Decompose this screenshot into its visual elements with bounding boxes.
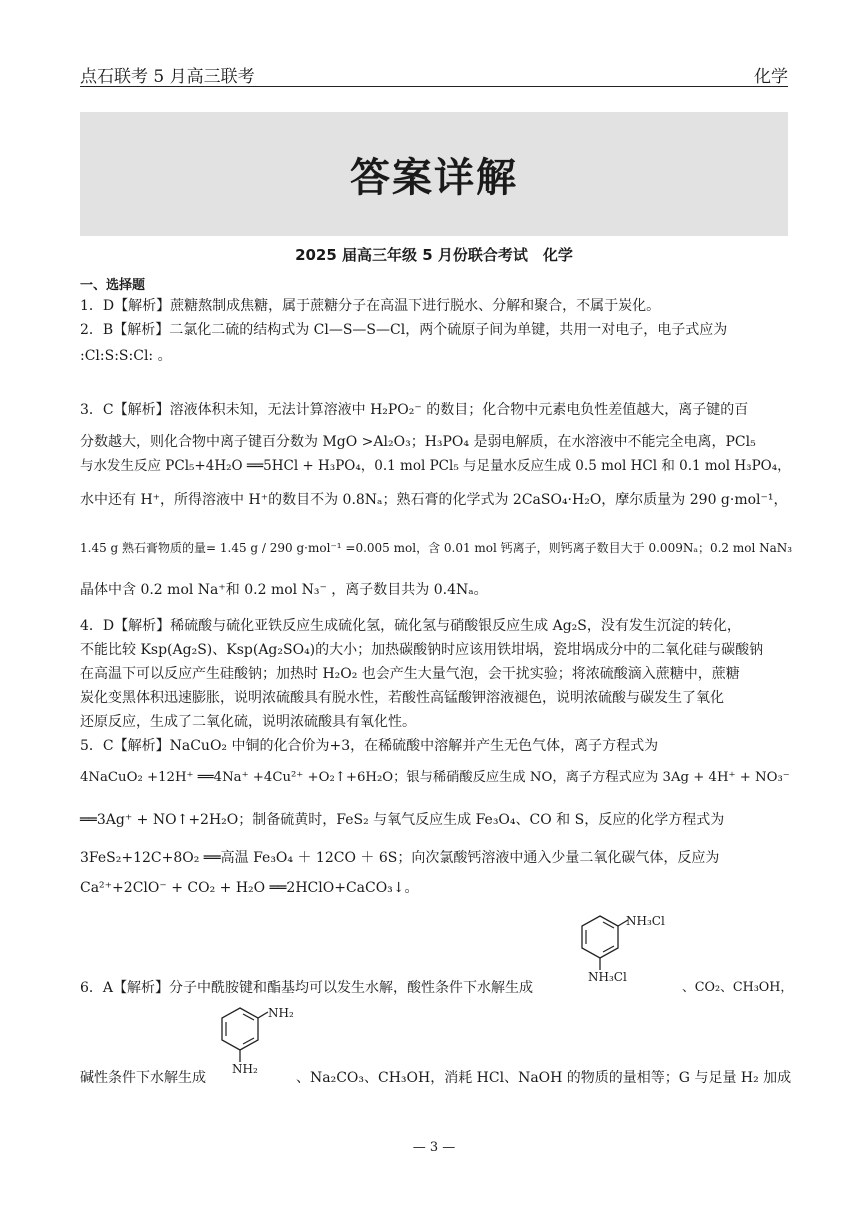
ion-equation: 4NaCuO₂ +12H⁺ ══4Na⁺ +4Cu²⁺ +O₂↑+6H₂O；银与稀硝酸反应生成 NO，离子方程式应为 3Ag + 4H⁺ + NO₃⁻ xyxy=(80,770,790,785)
chem-equation: 3FeS₂+12C+8O₂ ══高温 Fe₃O₄ ＋ 12CO ＋ 6S；向次氯酸钙溶液中通入少量二氧化碳气体，反应为 xyxy=(80,850,720,866)
answer-line: 、Na₂CO₃、CH₃OH，消耗 HCl、NaOH 的物质的量相等；G 与足量 H₂ 加成 xyxy=(296,1070,792,1086)
answer-line: 不能比较 Ksp(Ag₂S)、Ksp(Ag₂SO₄)的大小；加热碳酸钠时应该用铁坩埚，瓷坩埚成分中的二氧化硅与碳酸钠 xyxy=(80,642,764,658)
ion-equation: Ca²⁺+2ClO⁻ + CO₂ + H₂O ══2HClO+CaCO₃↓。 xyxy=(80,880,419,896)
answer-line: 还原反应，生成了二氧化硫，说明浓硫酸具有氧化性。 xyxy=(80,714,416,730)
page-number: — 3 — xyxy=(412,1140,456,1155)
answer-line: 水中还有 H⁺，所得溶液中 H⁺的数目不为 0.8Nₐ；熟石膏的化学式为 2CaSO₄·H₂O，摩尔质量为 290 g·mol⁻¹， xyxy=(80,492,788,508)
answer-line: 6．A【解析】分子中酰胺键和酯基均可以发生水解，酸性条件下水解生成 xyxy=(80,980,534,996)
answer-line: 在高温下可以反应产生硅酸钠；加热时 H₂O₂ 也会产生大量气泡，会干扰实验；将浓硫酸滴入蔗糖中，蔗糖 xyxy=(80,666,740,682)
answer-line: 、CO₂、CH₃OH， xyxy=(682,980,794,995)
answer-line: 晶体中含 0.2 mol Na⁺和 0.2 mol N₃⁻ ，离子数目共为 0.4Nₐ。 xyxy=(80,582,488,598)
title-banner xyxy=(80,112,788,236)
electron-formula: :Cl:S:S:Cl: 。 xyxy=(80,348,172,364)
page-title: 答案详解 xyxy=(350,154,518,201)
section-heading: 一、选择题 xyxy=(80,278,146,293)
answer-line: 碱性条件下水解生成 xyxy=(80,1070,206,1086)
exam-subtitle: 2025 届高三年级 5 月份联合考试 化学 xyxy=(295,246,573,264)
ion-equation: ══3Ag⁺ + NO↑+2H₂O；制备硫黄时，FeS₂ 与氧气反应生成 Fe₃O₄、CO 和 S，反应的化学方程式为 xyxy=(80,812,725,828)
answer-line: 3．C【解析】溶液体积未知，无法计算溶液中 H₂PO₂⁻ 的数目；化合物中元素电负性差值越大，离子键的百 xyxy=(80,402,749,418)
header-exam-name: 点石联考 5 月高三联考 xyxy=(80,67,255,87)
answer-line: 分数越大，则化合物中离子键百分数为 MgO >Al₂O₃；H₃PO₄ 是弱电解质，在水溶液中不能完全电离，PCl₅ xyxy=(80,434,756,450)
answer-line: 炭化变黑体积迅速膨胀，说明浓硫酸具有脱水性，若酸性高锰酸钾溶液褪色，说明浓硫酸与碳发生了氧化 xyxy=(80,690,724,706)
answer-line: 2．B【解析】二氯化二硫的结构式为 Cl—S—S—Cl，两个硫原子间为单键，共用一对电子，电子式应为 xyxy=(80,322,728,338)
header-subject: 化学 xyxy=(754,67,788,87)
answer-line: 与水发生反应 PCl₅+4H₂O ══5HCl + H₃PO₄，0.1 mol PCl₅ 与足量水反应生成 0.5 mol HCl 和 0.1 mol H₃PO₄， xyxy=(80,458,791,474)
substituent-label: NH₃Cl xyxy=(588,970,627,984)
substituent-label: NH₂ xyxy=(268,1006,294,1020)
answer-line: 4．D【解析】稀硫酸与硫化亚铁反应生成硫化氢，硫化氢与硝酸银反应生成 Ag₂S，没有发生沉淀的转化， xyxy=(80,618,741,634)
answer-line: 1.45 g 熟石膏物质的量= 1.45 g / 290 g·mol⁻¹ =0.005 mol，含 0.01 mol 钙离子，则钙离子数目大于 0.009Nₐ；0.2 mol NaN₃ xyxy=(80,541,793,555)
answer-line: 1．D【解析】蔗糖熬制成焦糖，属于蔗糖分子在高温下进行脱水、分解和聚合，不属于炭化。 xyxy=(80,298,661,314)
page-header xyxy=(80,62,788,87)
substituent-label: NH₂ xyxy=(232,1062,258,1076)
answer-line: 5．C【解析】NaCuO₂ 中铜的化合价为+3，在稀硫酸中溶解并产生无色气体，离子方程式为 xyxy=(80,738,659,754)
substituent-label: NH₃Cl xyxy=(626,914,665,928)
